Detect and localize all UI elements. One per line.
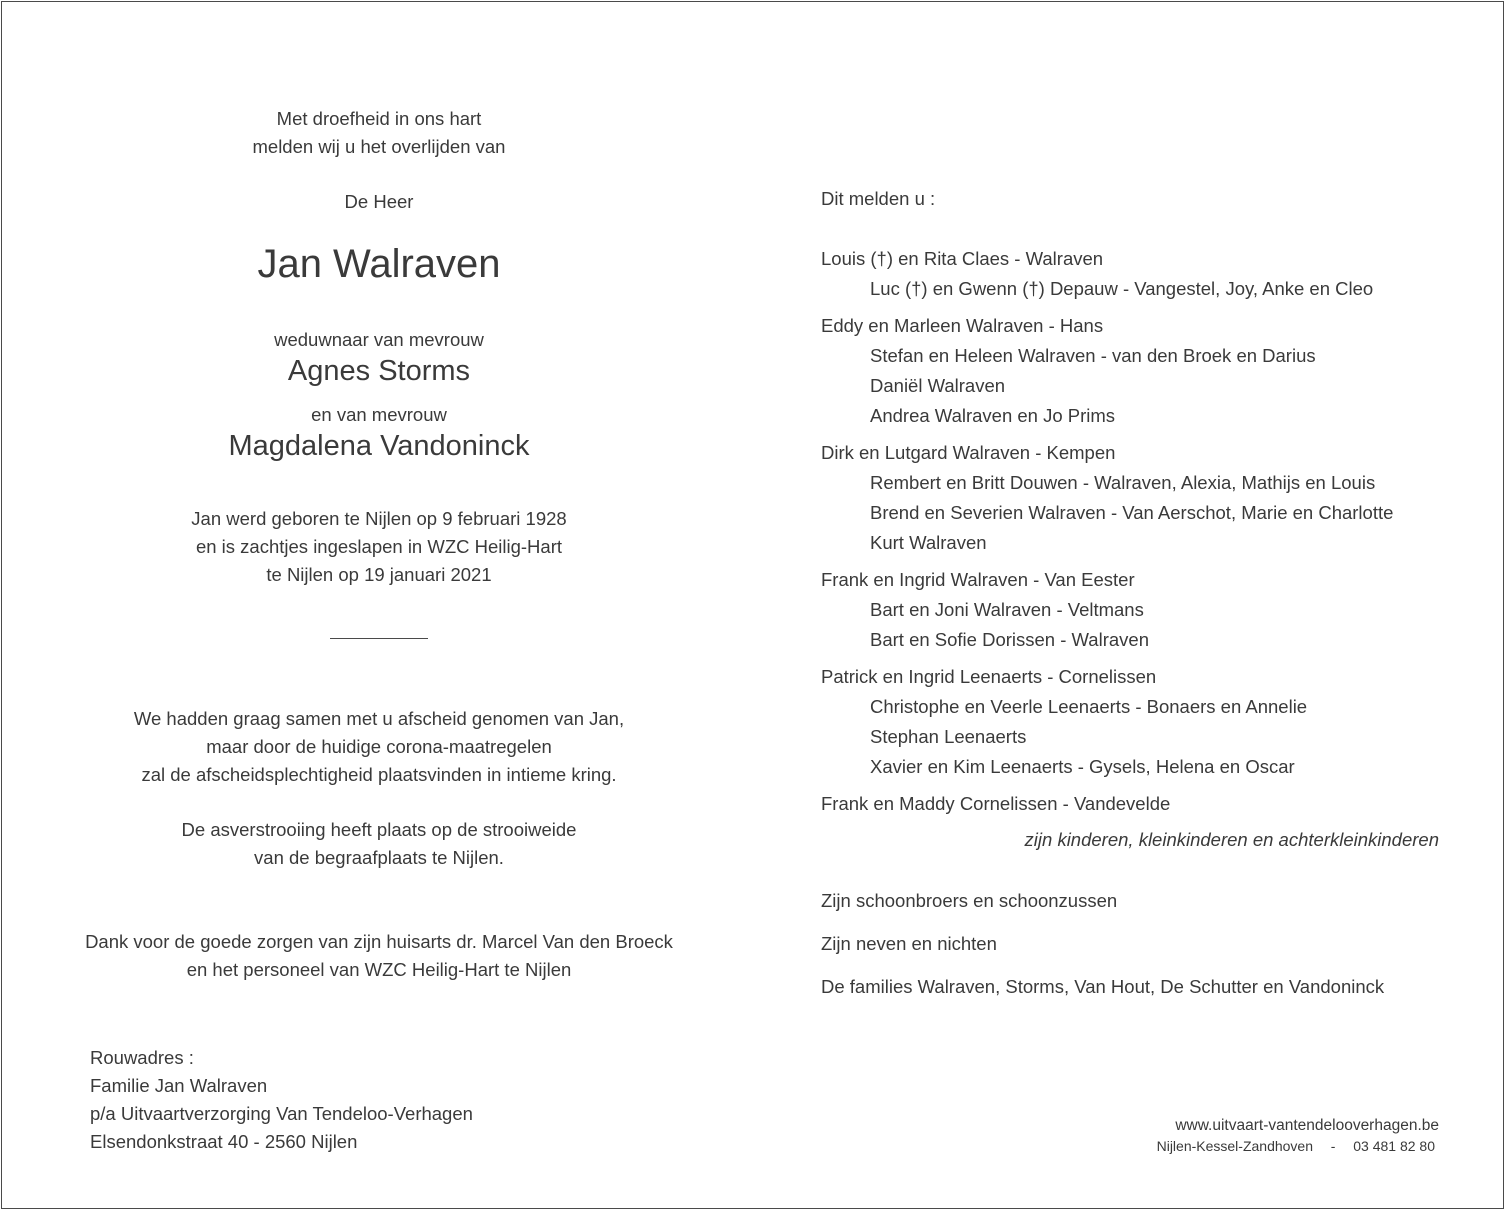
spouse1-name: Agnes Storms [287,355,471,387]
family-child: Christophe en Veerle Leenaerts - Bonaers en Annelie [870,696,1308,717]
family-child: Stefan en Heleen Walraven - van den Broek en Darius [870,345,1316,366]
life-line: Jan werd geboren te Nijlen op 9 februari 1928 [191,508,567,529]
family-parent: Frank en Maddy Cornelissen - Vandevelde [821,793,1171,814]
extended-family-line: Zijn schoonbroers en schoonzussen [821,890,1118,911]
funeral-home-separator: - [1330,1138,1336,1154]
funeral-home-contact [1157,1138,1435,1154]
family-parent: Frank en Ingrid Walraven - Van Eester [821,569,1135,590]
extended-family-line: Zijn neven en nichten [821,933,997,954]
funeral-home-website: www.uitvaart-vantendelooverhagen.be [1175,1117,1439,1134]
family-parent: Louis (†) en Rita Claes - Walraven [821,248,1104,269]
family-child: Xavier en Kim Leenaerts - Gysels, Helena en Oscar [870,756,1295,777]
announce-header: Dit melden u : [821,188,936,209]
spouse2-label: en van mevrouw [311,404,447,425]
family-child: Brend en Severien Walraven - Van Aerschot, Marie en Charlotte [870,502,1394,523]
intro-text [2,105,756,161]
address-line: Familie Jan Walraven [90,1075,268,1096]
family-child: Bart en Joni Walraven - Veltmans [870,599,1144,620]
divider-line [330,638,428,639]
thanks-line: en het personeel van WZC Heilig-Hart te Nijlen [186,959,572,980]
thanks-text [2,928,756,984]
scattering-text [2,816,756,872]
family-parent: Eddy en Marleen Walraven - Hans [821,315,1104,336]
family-parent: Dirk en Lutgard Walraven - Kempen [821,442,1116,463]
family-child: Luc (†) en Gwenn (†) Depauw - Vangestel, Joy, Anke en Cleo [870,278,1374,299]
deceased-name: Jan Walraven [257,242,501,286]
funeral-home-phone: 03 481 82 80 [1353,1138,1435,1154]
family-child: Andrea Walraven en Jo Prims [870,405,1116,426]
family-parent: Patrick en Ingrid Leenaerts - Cornelissen [821,666,1157,687]
spouse1-label: weduwnaar van mevrouw [274,329,484,350]
family-child: Daniël Walraven [870,375,1006,396]
farewell-line: maar door de huidige corona-maatregelen [206,736,552,757]
life-text [2,505,756,589]
farewell-line: We hadden graag samen met u afscheid genomen van Jan, [133,708,625,729]
farewell-line: zal de afscheidsplechtigheid plaatsvinden in intieme kring. [141,764,617,785]
family-child: Stephan Leenaerts [870,726,1027,747]
family-child: Kurt Walraven [870,532,987,553]
address-line: p/a Uitvaartverzorging Van Tendeloo-Verhagen [90,1103,473,1124]
farewell-text [2,705,756,789]
scattering-line: van de begraafplaats te Nijlen. [254,847,504,868]
address-label: Rouwadres : [90,1047,194,1068]
funeral-home-locations: Nijlen-Kessel-Zandhoven [1156,1138,1314,1154]
spouse2-name: Magdalena Vandoninck [228,430,530,462]
relation-note: zijn kinderen, kleinkinderen en achterkleinkinderen [1024,829,1439,850]
extended-family-line: De families Walraven, Storms, Van Hout, De Schutter en Vandoninck [821,976,1385,997]
intro-line: melden wij u het overlijden van [252,136,506,157]
scattering-line: De asverstrooiing heeft plaats op de strooiweide [181,819,577,840]
memorial-card [1,1,1504,1209]
thanks-line: Dank voor de goede zorgen van zijn huisarts dr. Marcel Van den Broeck [85,931,673,952]
title-prefix: De Heer [344,191,414,212]
life-line: en is zachtjes ingeslapen in WZC Heilig-Hart [195,536,563,557]
address-line: Elsendonkstraat 40 - 2560 Nijlen [90,1131,358,1152]
intro-line: Met droefheid in ons hart [276,108,482,129]
family-child: Bart en Sofie Dorissen - Walraven [870,629,1149,650]
family-child: Rembert en Britt Douwen - Walraven, Alexia, Mathijs en Louis [870,472,1376,493]
mourning-address [90,1044,473,1156]
life-line: te Nijlen op 19 januari 2021 [266,564,492,585]
